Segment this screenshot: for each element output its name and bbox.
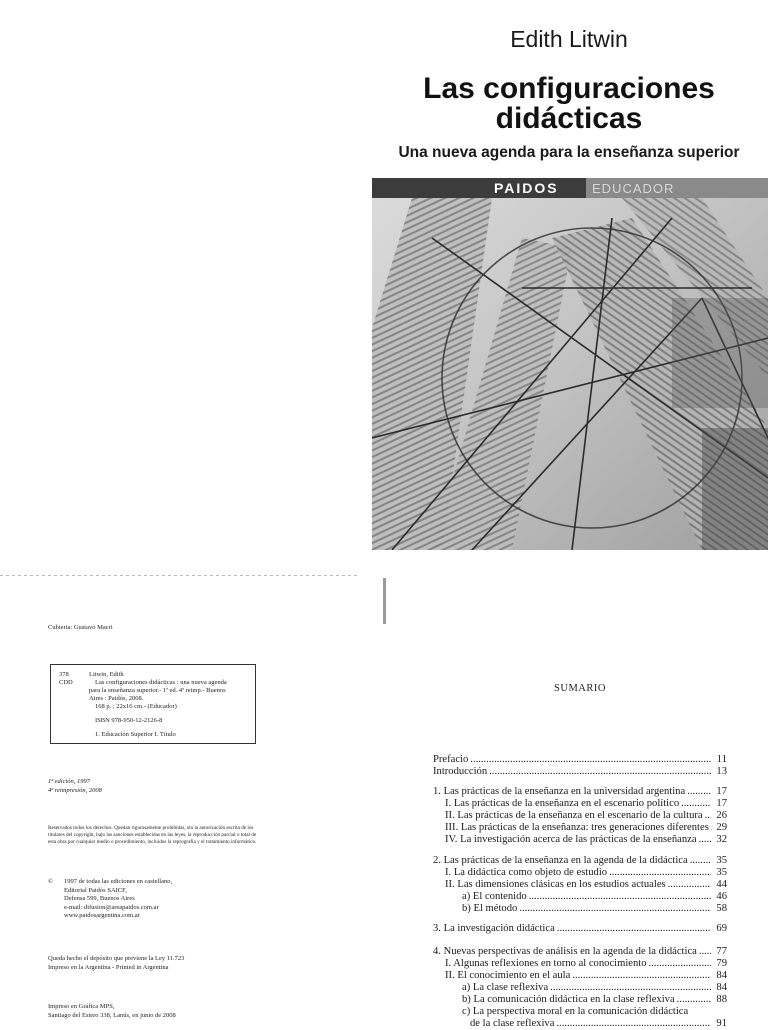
catalog-subject: 1. Educación Superior I. Título	[95, 731, 176, 738]
publisher-logo: PAIDOS	[494, 180, 559, 196]
toc-entry-label: I. La didáctica como objeto de estudio	[445, 867, 608, 878]
cover-credit: Cubierta: Gustavo Macri	[48, 624, 113, 631]
toc-entry-page: 88	[716, 994, 727, 1005]
toc-entry-page: 35	[716, 867, 727, 878]
printer-info	[48, 1003, 176, 1020]
book-title-line-2: didácticas	[495, 102, 643, 135]
toc-entry	[445, 798, 727, 810]
toc-entry-page: 26	[716, 810, 727, 821]
toc-entry-page: 11	[716, 754, 727, 765]
toc-entry-page: 84	[716, 970, 727, 981]
toc-entry-label: Introducción	[433, 766, 488, 777]
toc-entry	[433, 946, 727, 958]
toc-entry	[462, 982, 727, 994]
toc-entry-label: 3. La investigación didáctica	[433, 923, 555, 934]
toc-entry-page: 79	[716, 958, 727, 969]
toc-entry	[445, 810, 727, 822]
toc-entry-label: III. Las prácticas de la enseñanza: tres generaciones diferentes	[445, 822, 709, 833]
book-author: Edith Litwin	[510, 26, 628, 52]
catalog-card	[50, 664, 256, 744]
toc-entry	[433, 754, 727, 766]
toc-entry-page: 17	[716, 786, 727, 797]
toc-heading: SUMARIO	[554, 683, 606, 694]
copyright-line: 1997 de todas las ediciones en castellano,	[64, 878, 173, 885]
catalog-line: Las configuraciones didácticas : una nueva agenda	[95, 679, 227, 686]
toc-entry-page: 29	[716, 822, 727, 833]
page-crease	[383, 578, 386, 624]
toc-entry	[470, 1018, 727, 1030]
toc-entry-label: b) La comunicación didáctica en la clase reflexiva	[462, 994, 675, 1005]
toc-entry-label: 2. Las prácticas de la enseñanza en la agenda de la didáctica	[433, 855, 688, 866]
printer-line: Impreso en Gráfica MPS,	[48, 1003, 115, 1010]
catalog-line: Aires : Paidós, 2008.	[89, 695, 144, 702]
cover-illustration-svg	[372, 178, 768, 550]
toc-entry-label: b) El método	[462, 903, 518, 914]
printed-in-line: Impreso en la Argentina - Printed in Argentina	[48, 963, 169, 971]
book-subtitle: Una nueva agenda para la enseñanza superior	[398, 144, 740, 161]
toc-entry-page: 46	[716, 891, 727, 902]
toc-entry	[445, 958, 727, 970]
toc-entry	[445, 879, 727, 891]
copyright-symbol: ©	[48, 878, 53, 885]
toc-entry-label: IV. La investigación acerca de las prácticas de la enseñanza	[445, 834, 697, 845]
toc-entry-label: 4. Nuevas perspectivas de análisis en la agenda de la didáctica	[433, 946, 697, 957]
reprint-line: 4ª reimpresión, 2008	[48, 786, 102, 794]
toc-entry	[433, 766, 727, 778]
cover-illustration	[372, 178, 768, 550]
toc-entry-page: 84	[716, 982, 727, 993]
book-title	[370, 74, 768, 134]
toc-entry-label: II. El conocimiento en el aula	[445, 970, 571, 981]
toc-entry	[445, 834, 727, 846]
toc-entry-page: 17	[716, 798, 727, 809]
toc-entry	[462, 891, 727, 903]
toc-entry-page: 32	[716, 834, 727, 845]
toc-entry-label: Prefacio	[433, 754, 469, 765]
legal-deposit	[48, 955, 184, 972]
toc-entry-label: I. Algunas reflexiones en torno al conocimiento	[445, 958, 647, 969]
toc-entry	[445, 867, 727, 879]
catalog-line: Litwin, Edith	[89, 671, 124, 678]
collection-name: EDUCADOR	[592, 181, 675, 196]
publisher-website: www.paidosargentina.com.ar	[64, 912, 140, 919]
catalog-code-378: 378	[59, 671, 69, 678]
copyright-line: Defensa 599, Buenos Aires	[64, 895, 135, 902]
toc-entry-page: 77	[716, 946, 727, 957]
toc-entry-page: 35	[716, 855, 727, 866]
toc-entry	[462, 994, 727, 1006]
toc-entry-label: c) La perspectiva moral en la comunicación didáctica	[462, 1006, 689, 1017]
catalog-line: 168 p. ; 22x16 cm.- (Educador)	[95, 703, 177, 710]
printer-address-line: Santiago del Estero 338, Lanús, en junio de 2008	[48, 1011, 176, 1019]
publisher-email: e-mail: difusion@areapaidos.com.ar	[64, 903, 159, 911]
toc-entry	[433, 786, 727, 798]
toc-entry	[433, 855, 727, 867]
toc-entry-label: de la clase reflexiva	[470, 1018, 555, 1029]
toc-entry-label: I. Las prácticas de la enseñanza en el escenario político	[445, 798, 680, 809]
edition-info	[48, 778, 102, 795]
toc-entry-page: 58	[716, 903, 727, 914]
toc-entry-label: 1. Las prácticas de la enseñanza en la universidad argentina	[433, 786, 686, 797]
toc-entry-label: a) El contenido	[462, 891, 527, 902]
toc-entry	[445, 970, 727, 982]
toc-entry	[433, 923, 727, 935]
legal-deposit-line: Queda hecho el depósito que previene la Ley 11.723	[48, 955, 185, 962]
toc-entry-label: II. Las dimensiones clásicas en los estudios actuales	[445, 879, 666, 890]
toc-entry	[462, 903, 727, 915]
toc-entry-label: II. Las prácticas de la enseñanza en el escenario de la cultura	[445, 810, 703, 821]
toc-entry-label: a) La clase reflexiva	[462, 982, 549, 993]
catalog-line: para la enseñanza superior.- 1ª ed. 4ª reimp.- Buenos	[89, 687, 226, 694]
book-title-line-1: Las configuraciones	[423, 72, 715, 105]
copyright-line: Editorial Paidós SAICF,	[64, 886, 127, 894]
catalog-isbn: ISBN 978-950-12-2126-8	[95, 717, 163, 724]
edition-line: 1ª edición, 1997	[48, 778, 91, 785]
toc-entry	[445, 822, 727, 834]
catalog-code-cdd: CDD	[59, 679, 73, 686]
scan-divider-line	[0, 575, 360, 576]
rights-reserved-notice: Reservados todos los derechos. Quedan rigurosamente prohibidas, sin la autorización escrita de los titulares del copyright, bajo las sanciones establecidas en las leyes, la reproducción parcial o total de esta obra por cualquier medio o procedimiento, incluidos la reprografía y el tratamiento informático.	[48, 825, 257, 845]
copyright-block	[48, 878, 172, 921]
toc-entry-page: 13	[716, 766, 727, 777]
toc-entry-page: 91	[716, 1018, 727, 1029]
toc-entry-page: 69	[716, 923, 727, 934]
toc-entry-page: 44	[716, 879, 727, 890]
